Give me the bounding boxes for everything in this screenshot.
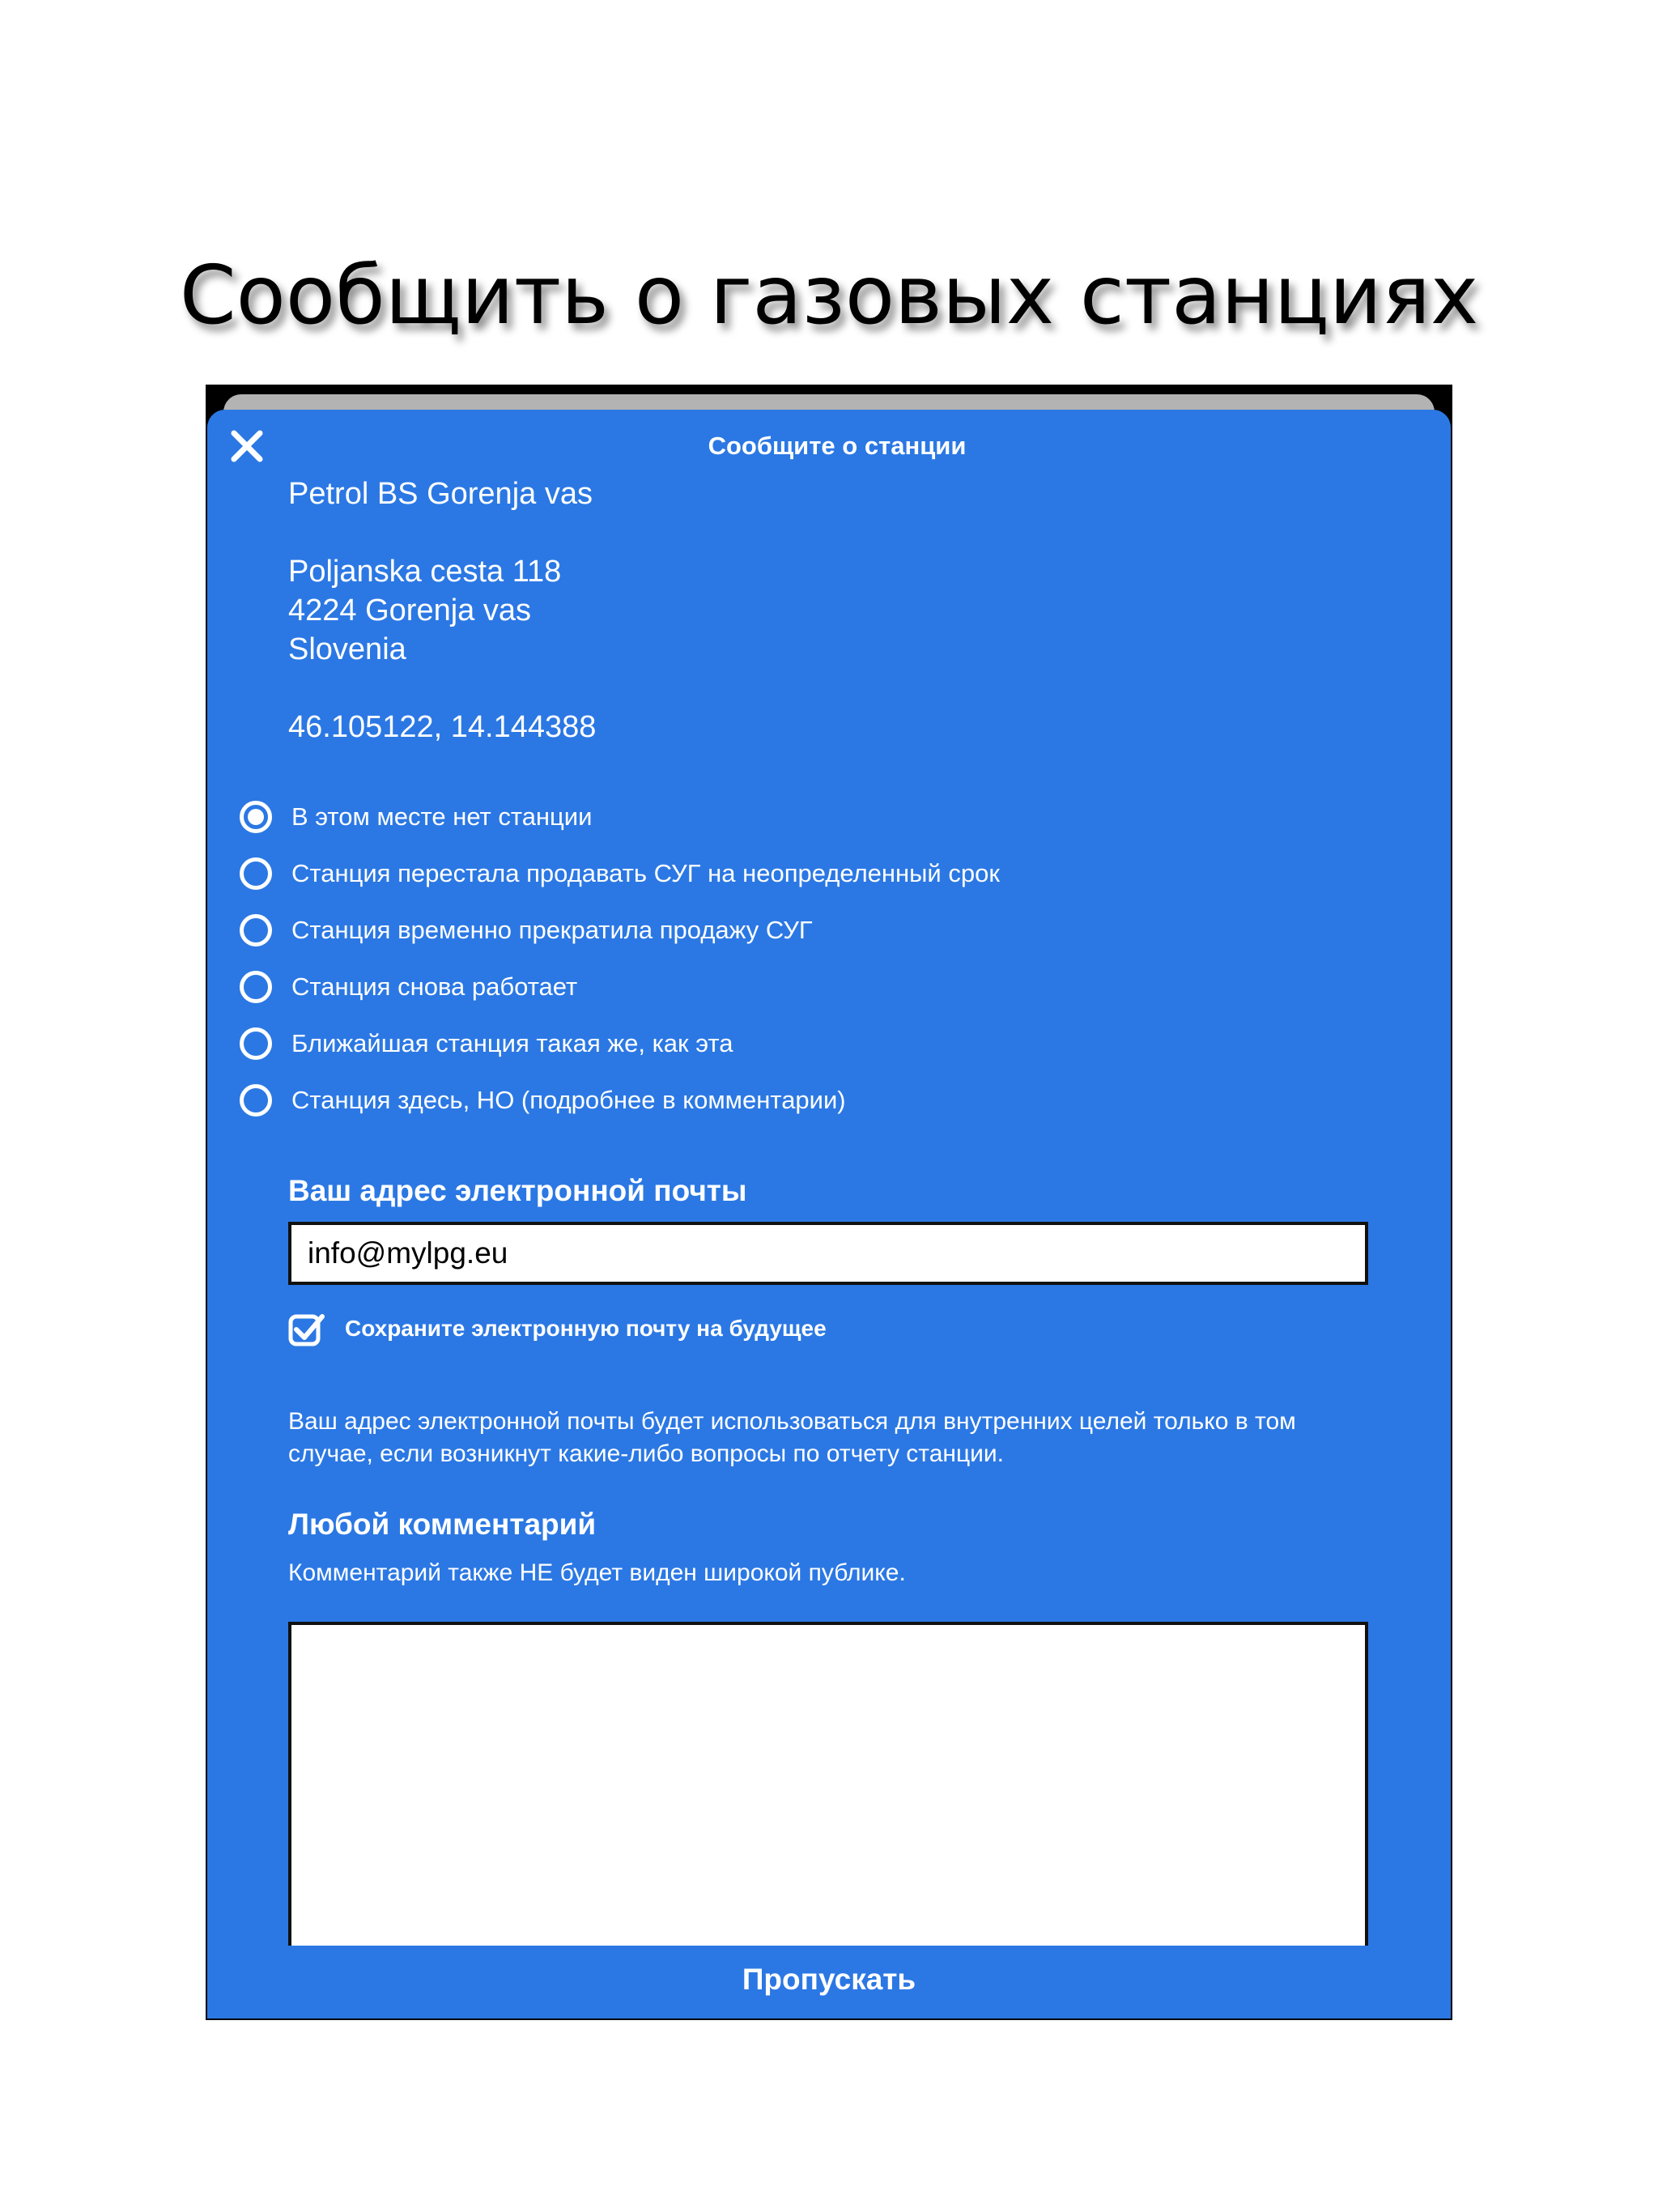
- option-label: Станция временно прекратила продажу СУГ: [291, 916, 813, 944]
- option-working-again[interactable]: [240, 959, 1000, 1015]
- station-address-line1: Poljanska cesta 118: [288, 555, 562, 589]
- radio-selected-icon[interactable]: [240, 801, 272, 833]
- option-no-station[interactable]: [240, 789, 1000, 845]
- skip-button[interactable]: Пропускать: [207, 1946, 1451, 2013]
- report-options: [240, 789, 1000, 1129]
- station-info: [288, 474, 596, 747]
- option-stopped-selling[interactable]: [240, 845, 1000, 902]
- modal-title: Сообщите о станции: [708, 432, 967, 460]
- station-address-line2: 4224 Gorenja vas: [288, 593, 531, 627]
- save-email-label: Сохраните электронную почту на будущее: [345, 1316, 827, 1341]
- checkbox-checked-icon[interactable]: [288, 1310, 325, 1347]
- email-privacy-note: Ваш адрес электронной почты будет использоваться для внутренних целей только в том случае, если возникнут какие-либо вопросы по отчету станции.: [288, 1408, 1296, 1467]
- page-headline: Сообщить о газовых станциях: [179, 248, 1479, 342]
- option-label: Станция перестала продавать СУГ на неопределенный срок: [291, 859, 1000, 887]
- option-label: Станция здесь, НО (подробнее в комментарии): [291, 1086, 846, 1114]
- save-email-checkbox[interactable]: [288, 1308, 827, 1349]
- radio-icon[interactable]: [240, 914, 272, 946]
- comment-heading: Любой комментарий: [288, 1508, 597, 1541]
- radio-icon[interactable]: [240, 971, 272, 1003]
- option-label: Станция снова работает: [291, 972, 578, 1001]
- email-heading: Ваш адрес электронной почты: [288, 1174, 747, 1207]
- station-coordinates: 46.105122, 14.144388: [288, 710, 597, 744]
- comment-textarea[interactable]: [288, 1622, 1368, 1946]
- station-country: Slovenia: [288, 632, 406, 666]
- option-station-here-but[interactable]: [240, 1072, 1000, 1129]
- option-label: В этом месте нет станции: [291, 802, 593, 831]
- report-station-modal: [207, 410, 1451, 2018]
- radio-icon[interactable]: [240, 1027, 272, 1060]
- option-label: Ближайшая станция такая же, как эта: [291, 1029, 733, 1057]
- option-temporarily-stopped[interactable]: [240, 902, 1000, 959]
- option-duplicate-station[interactable]: [240, 1015, 1000, 1072]
- radio-icon[interactable]: [240, 1084, 272, 1117]
- comment-subtext: Комментарий также НЕ будет виден широкой публике.: [288, 1559, 906, 1586]
- email-field[interactable]: [288, 1222, 1368, 1285]
- station-name: Petrol BS Gorenja vas: [288, 477, 593, 511]
- radio-icon[interactable]: [240, 857, 272, 890]
